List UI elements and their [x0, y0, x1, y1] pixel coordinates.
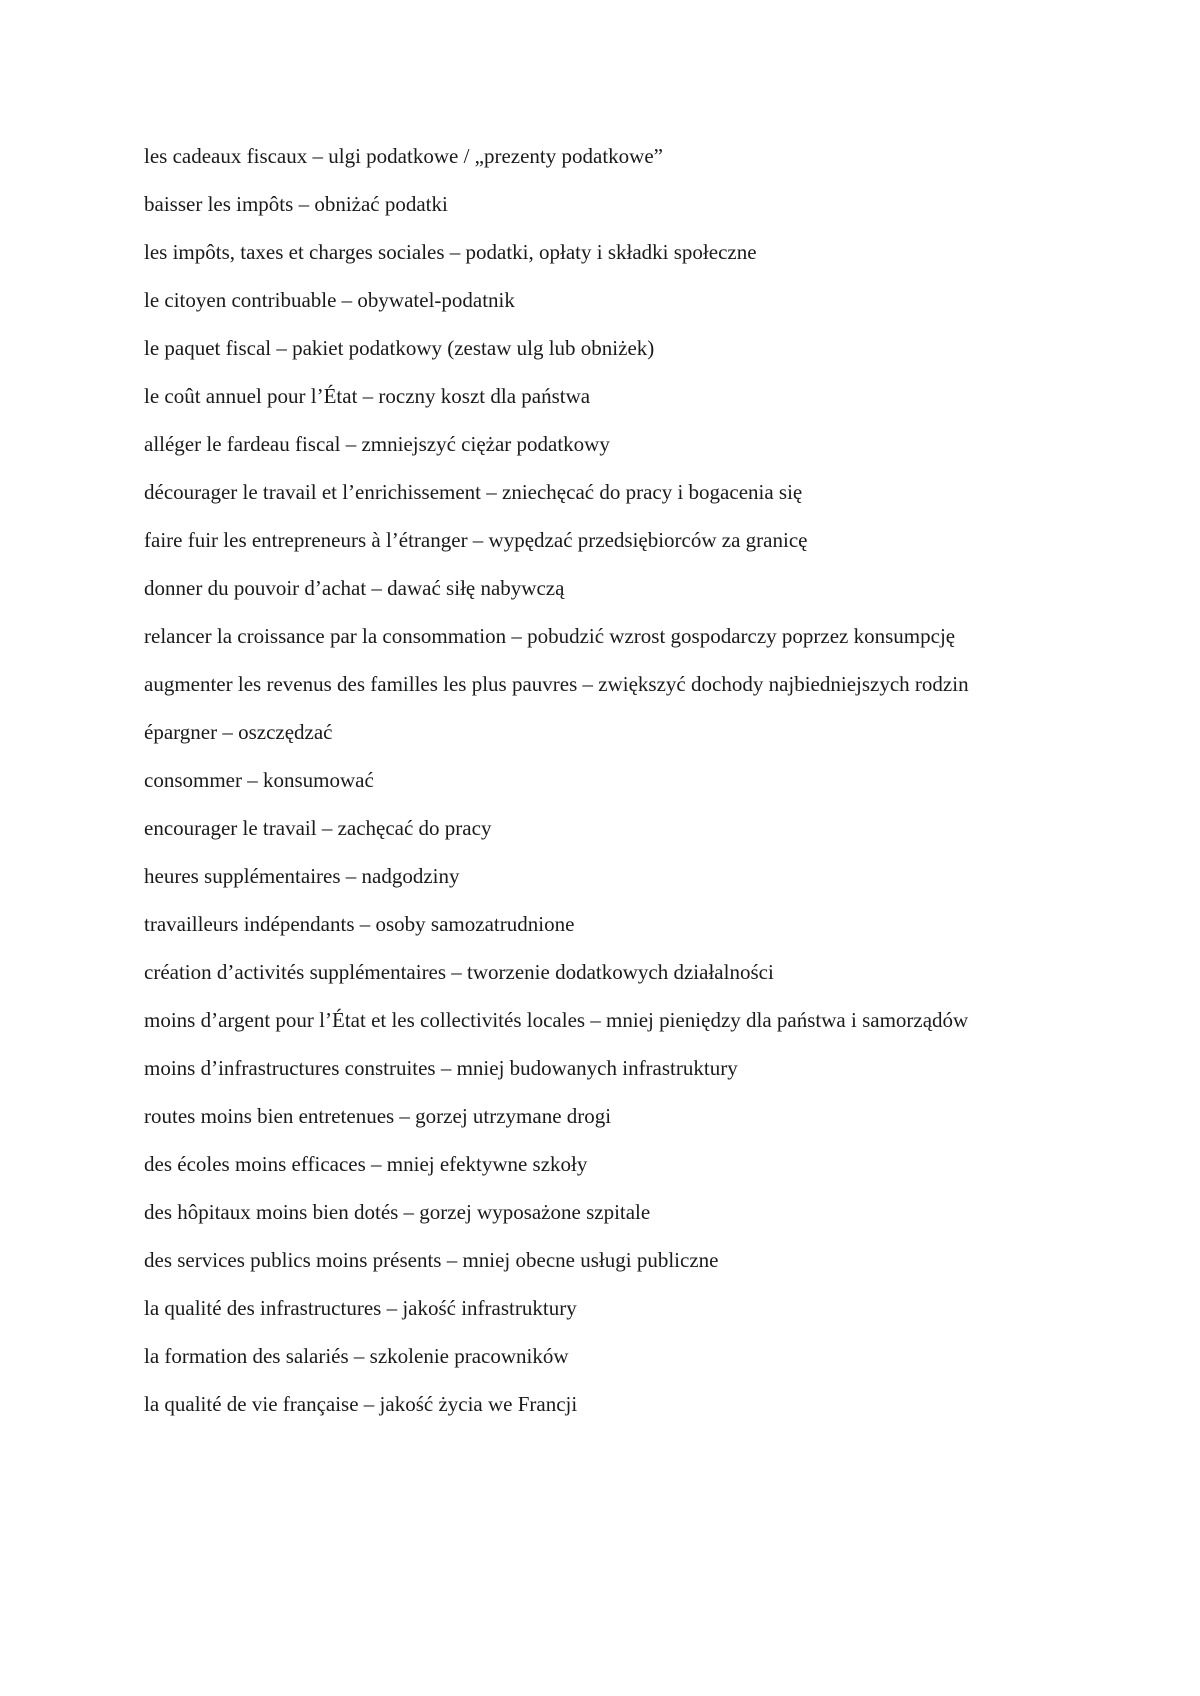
vocab-entry: la qualité de vie française – jakość życia we Francji: [144, 1392, 578, 1416]
vocab-entry: consommer – konsumować: [144, 768, 374, 792]
vocab-entry: épargner – oszczędzać: [144, 720, 333, 744]
vocab-entry: des services publics moins présents – mniej obecne usługi publiczne: [144, 1248, 719, 1272]
vocab-entry: la qualité des infrastructures – jakość infrastruktury: [144, 1296, 577, 1320]
vocab-entry: la formation des salariés – szkolenie pracowników: [144, 1344, 569, 1368]
vocabulary-list: [144, 140, 1044, 1436]
vocab-entry: baisser les impôts – obniżać podatki: [144, 192, 448, 216]
vocab-entry: relancer la croissance par la consommation – pobudzić wzrost gospodarczy poprzez konsumpcję: [144, 624, 956, 648]
vocab-entry: les impôts, taxes et charges sociales – podatki, opłaty i składki społeczne: [144, 240, 757, 264]
vocab-entry: le coût annuel pour l’État – roczny koszt dla państwa: [144, 384, 591, 408]
vocab-entry: travailleurs indépendants – osoby samozatrudnione: [144, 912, 575, 936]
vocab-entry: routes moins bien entretenues – gorzej utrzymane drogi: [144, 1104, 612, 1128]
vocab-entry: alléger le fardeau fiscal – zmniejszyć ciężar podatkowy: [144, 432, 610, 456]
vocab-entry: augmenter les revenus des familles les plus pauvres – zwiększyć dochody najbiedniejszych rodzin: [144, 672, 969, 696]
vocab-entry: donner du pouvoir d’achat – dawać siłę nabywczą: [144, 576, 565, 600]
vocab-entry: des hôpitaux moins bien dotés – gorzej wyposażone szpitale: [144, 1200, 651, 1224]
vocab-entry: le citoyen contribuable – obywatel-podatnik: [144, 288, 515, 312]
vocab-entry: le paquet fiscal – pakiet podatkowy (zestaw ulg lub obniżek): [144, 336, 655, 360]
vocab-entry: moins d’argent pour l’État et les collectivités locales – mniej pieniędzy dla państwa i samorządów: [144, 1008, 969, 1032]
vocab-entry: moins d’infrastructures construites – mniej budowanych infrastruktury: [144, 1056, 738, 1080]
vocab-entry: encourager le travail – zachęcać do pracy: [144, 816, 492, 840]
vocab-entry: heures supplémentaires – nadgodziny: [144, 864, 460, 888]
vocab-entry: décourager le travail et l’enrichissement – zniechęcać do pracy i bogacenia się: [144, 480, 803, 504]
vocab-entry: les cadeaux fiscaux – ulgi podatkowe / „prezenty podatkowe”: [144, 144, 663, 168]
vocab-entry: faire fuir les entrepreneurs à l’étranger – wypędzać przedsiębiorców za granicę: [144, 528, 808, 552]
vocab-entry: des écoles moins efficaces – mniej efektywne szkoły: [144, 1152, 588, 1176]
vocab-entry: création d’activités supplémentaires – tworzenie dodatkowych działalności: [144, 960, 774, 984]
